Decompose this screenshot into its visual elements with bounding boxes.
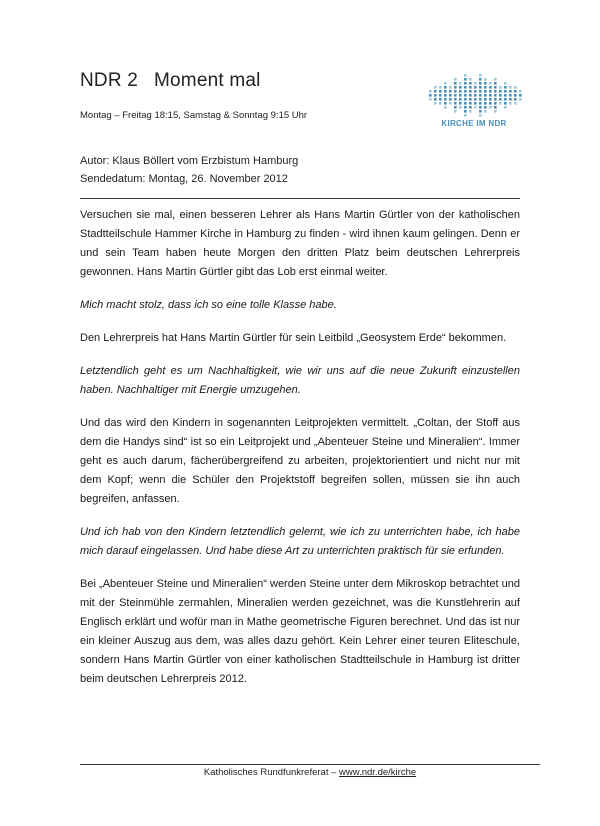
logo-dot xyxy=(459,106,462,109)
logo-dot xyxy=(514,98,517,101)
logo-dot xyxy=(439,86,442,89)
logo-dot xyxy=(484,78,487,81)
logo-dot xyxy=(514,90,517,93)
logo-dot xyxy=(469,94,472,97)
logo-dot xyxy=(439,98,442,101)
logo-dot xyxy=(469,86,472,89)
logo-dot xyxy=(444,102,447,105)
logo-dot xyxy=(469,110,472,113)
logo-dot xyxy=(489,94,492,97)
logo-dot xyxy=(464,114,467,117)
paragraph: Versuchen sie mal, einen besseren Lehrer als Hans Martin Gürtler von der katholischen Stadtteilschule Hammer Kirche in Hamburg zu finden - wird ihnen kaum gelingen. Denn er und sein Team haben heute Morgen den dritten Platz beim deutschen Lehrerpreis gewonnen. Hans Martin Gürtler gibt das Lob erst einmal weiter. xyxy=(80,209,520,278)
logo-dot xyxy=(484,82,487,85)
logo-dot xyxy=(449,94,452,97)
logo-dot xyxy=(454,82,457,85)
logo-dot xyxy=(464,90,467,93)
logo-dot xyxy=(459,86,462,89)
logo-dot xyxy=(454,78,457,81)
logo-dot xyxy=(494,82,497,85)
logo-dot xyxy=(494,78,497,81)
logo-dot xyxy=(454,90,457,93)
logo-dot xyxy=(474,102,477,105)
paragraph: Den Lehrerpreis hat Hans Martin Gürtler für sein Leitbild „Geosystem Erde“ bekommen. xyxy=(80,332,507,344)
footer xyxy=(80,767,540,778)
logo-dot xyxy=(489,86,492,89)
logo-dot xyxy=(454,106,457,109)
logo-dot xyxy=(454,110,457,113)
logo-dot xyxy=(484,110,487,113)
quote-paragraph: Und ich hab von den Kindern letztendlich gelernt, wie ich zu unterrichten habe, ich habe mich darauf eingelassen. Und habe diese Art zu unterrichten praktisch für sie erfunden. xyxy=(80,526,520,557)
logo-dot xyxy=(509,102,512,105)
logo-dot xyxy=(499,98,502,101)
page-title xyxy=(80,70,261,92)
logo-dot xyxy=(514,94,517,97)
author-line: Autor: Klaus Böllert vom Erzbistum Hamburg xyxy=(80,155,299,167)
logo-dot xyxy=(484,86,487,89)
logo-dot xyxy=(449,98,452,101)
logo-dot xyxy=(464,74,467,77)
logo-dot xyxy=(469,106,472,109)
logo-dot xyxy=(484,98,487,101)
logo-dot xyxy=(509,94,512,97)
logo-dot xyxy=(504,94,507,97)
logo-dot xyxy=(489,90,492,93)
logo-dot xyxy=(464,110,467,113)
logo-dot xyxy=(479,78,482,81)
logo-dot xyxy=(514,102,517,105)
logo-dot xyxy=(509,90,512,93)
logo-dot xyxy=(464,98,467,101)
logo-dot xyxy=(474,90,477,93)
logo-dot xyxy=(489,106,492,109)
logo-dot xyxy=(454,98,457,101)
logo-dot xyxy=(504,90,507,93)
logo-dot xyxy=(429,94,432,97)
logo-dot xyxy=(504,102,507,105)
logo-dot xyxy=(449,102,452,105)
logo-dot xyxy=(449,90,452,93)
logo-dot xyxy=(479,86,482,89)
logo-dot xyxy=(499,90,502,93)
logo-dot xyxy=(444,94,447,97)
logo-dot xyxy=(469,90,472,93)
logo-dot xyxy=(479,110,482,113)
station-name: NDR 2 xyxy=(80,70,139,91)
logo-dot xyxy=(494,98,497,101)
logo-dot xyxy=(519,94,522,97)
logo-dot xyxy=(494,110,497,113)
logo-dot xyxy=(489,82,492,85)
logo-dot xyxy=(459,82,462,85)
logo-dot xyxy=(474,94,477,97)
logo-dot xyxy=(434,90,437,93)
logo-dot xyxy=(444,82,447,85)
logo-dot xyxy=(474,86,477,89)
footer-divider xyxy=(80,764,540,765)
logo-dot xyxy=(504,98,507,101)
logo-dot xyxy=(439,94,442,97)
logo-dot xyxy=(429,90,432,93)
logo-dot xyxy=(469,78,472,81)
logo-dot xyxy=(469,82,472,85)
logo-dot xyxy=(504,106,507,109)
quote-paragraph: Mich macht stolz, dass ich so eine tolle Klasse habe. xyxy=(80,299,337,311)
logo-dot xyxy=(479,94,482,97)
logo-dot xyxy=(474,98,477,101)
logo-dot xyxy=(444,98,447,101)
logo-dot xyxy=(469,98,472,101)
logo-dot xyxy=(504,86,507,89)
logo-dot xyxy=(499,94,502,97)
logo-dot xyxy=(464,94,467,97)
document-meta xyxy=(80,152,298,188)
logo-dot xyxy=(464,78,467,81)
logo-dot xyxy=(494,106,497,109)
logo-dot xyxy=(464,82,467,85)
logo-dot xyxy=(474,106,477,109)
program-name: Moment mal xyxy=(154,70,261,91)
logo-dot xyxy=(459,98,462,101)
logo-dot xyxy=(454,86,457,89)
logo-dot xyxy=(464,102,467,105)
logo-dot xyxy=(504,82,507,85)
logo-dot xyxy=(494,86,497,89)
logo-dot xyxy=(484,94,487,97)
logo-dot xyxy=(494,94,497,97)
paragraph: Bei „Abenteuer Steine und Mineralien“ werden Steine unter dem Mikroskop betrachtet und mit der Steinmühle zermahlen, Mineralien werden gezeichnet, was die Kunstlehrerin auf Englisch erklärt und wofür man in Mathe geometrische Figuren berechnet. Und das ist nur ein kleiner Auszug aus dem, was alles dazu gehört. Kein Lehrer einer teuren Eliteschule, sondern Hans Martin Gürtler von einer katholischen Stadtteilschule in Hamburg ist dritter beim deutschen Lehrerpreis 2012. xyxy=(80,578,520,685)
airdate-line: Sendedatum: Montag, 26. November 2012 xyxy=(80,173,288,185)
logo-dot xyxy=(454,94,457,97)
logo-dot xyxy=(439,90,442,93)
logo-dot xyxy=(434,98,437,101)
header-divider xyxy=(80,198,520,199)
logo-dot xyxy=(459,102,462,105)
logo-dot xyxy=(494,102,497,105)
logo-dot xyxy=(519,90,522,93)
logo-dot xyxy=(479,102,482,105)
logo-dot xyxy=(459,94,462,97)
logo-dot xyxy=(434,94,437,97)
transcript-body xyxy=(80,206,520,703)
logo-dot xyxy=(479,74,482,77)
logo-dot xyxy=(484,102,487,105)
logo-dot xyxy=(454,102,457,105)
quote-paragraph: Letztendlich geht es um Nachhaltigkeit, wie wir uns auf die neue Zukunft einzustellen haben. Nachhaltiger mit Energie umzugehen. xyxy=(80,365,520,396)
logo-dot xyxy=(474,82,477,85)
logo-dot xyxy=(469,102,472,105)
logo-dot xyxy=(519,98,522,101)
logo-dot xyxy=(479,82,482,85)
logo-dot xyxy=(449,86,452,89)
logo-dot xyxy=(464,86,467,89)
logo-dot xyxy=(479,90,482,93)
logo-dot xyxy=(444,86,447,89)
logo-dot xyxy=(444,106,447,109)
logo-dot xyxy=(509,86,512,89)
logo-dot xyxy=(459,90,462,93)
logo-dot xyxy=(489,102,492,105)
logo-text: KIRCHE IM NDR xyxy=(441,119,507,128)
logo-dot xyxy=(499,86,502,89)
paragraph: Und das wird den Kindern in sogenannten Leitprojekten vermittelt. „Coltan, der Stoff aus dem die Handys sind“ ist so ein Leitprojekt und „Abenteuer Steine und Mineralien“. Immer geht es auch darum, fächerübergreifend zu arbeiten, projektorientiert und nicht nur mit dem Kopf; wenn die Schüler den Projektstoff begreifen sollen, müssen sie ihn auch begreifen, anfassen. xyxy=(80,417,520,505)
logo-dot xyxy=(479,106,482,109)
logo-dot xyxy=(484,106,487,109)
logo-dot xyxy=(499,102,502,105)
footer-link[interactable]: www.ndr.de/kirche xyxy=(339,767,417,778)
logo-dot xyxy=(484,90,487,93)
logo-dot xyxy=(479,114,482,117)
logo-dot xyxy=(494,90,497,93)
logo-dot xyxy=(444,90,447,93)
logo-dot xyxy=(479,98,482,101)
footer-org: Katholisches Rundfunkreferat – xyxy=(203,767,340,778)
logo-dot xyxy=(434,86,437,89)
logo-dot xyxy=(464,106,467,109)
logo-dot xyxy=(429,98,432,101)
broadcast-schedule: Montag – Freitag 18:15, Samstag & Sonntag 9:15 Uhr xyxy=(80,110,308,121)
logo-dot xyxy=(434,102,437,105)
logo-dot xyxy=(509,98,512,101)
logo-dot xyxy=(439,102,442,105)
logo-dot xyxy=(489,98,492,101)
logo-dot xyxy=(514,86,517,89)
